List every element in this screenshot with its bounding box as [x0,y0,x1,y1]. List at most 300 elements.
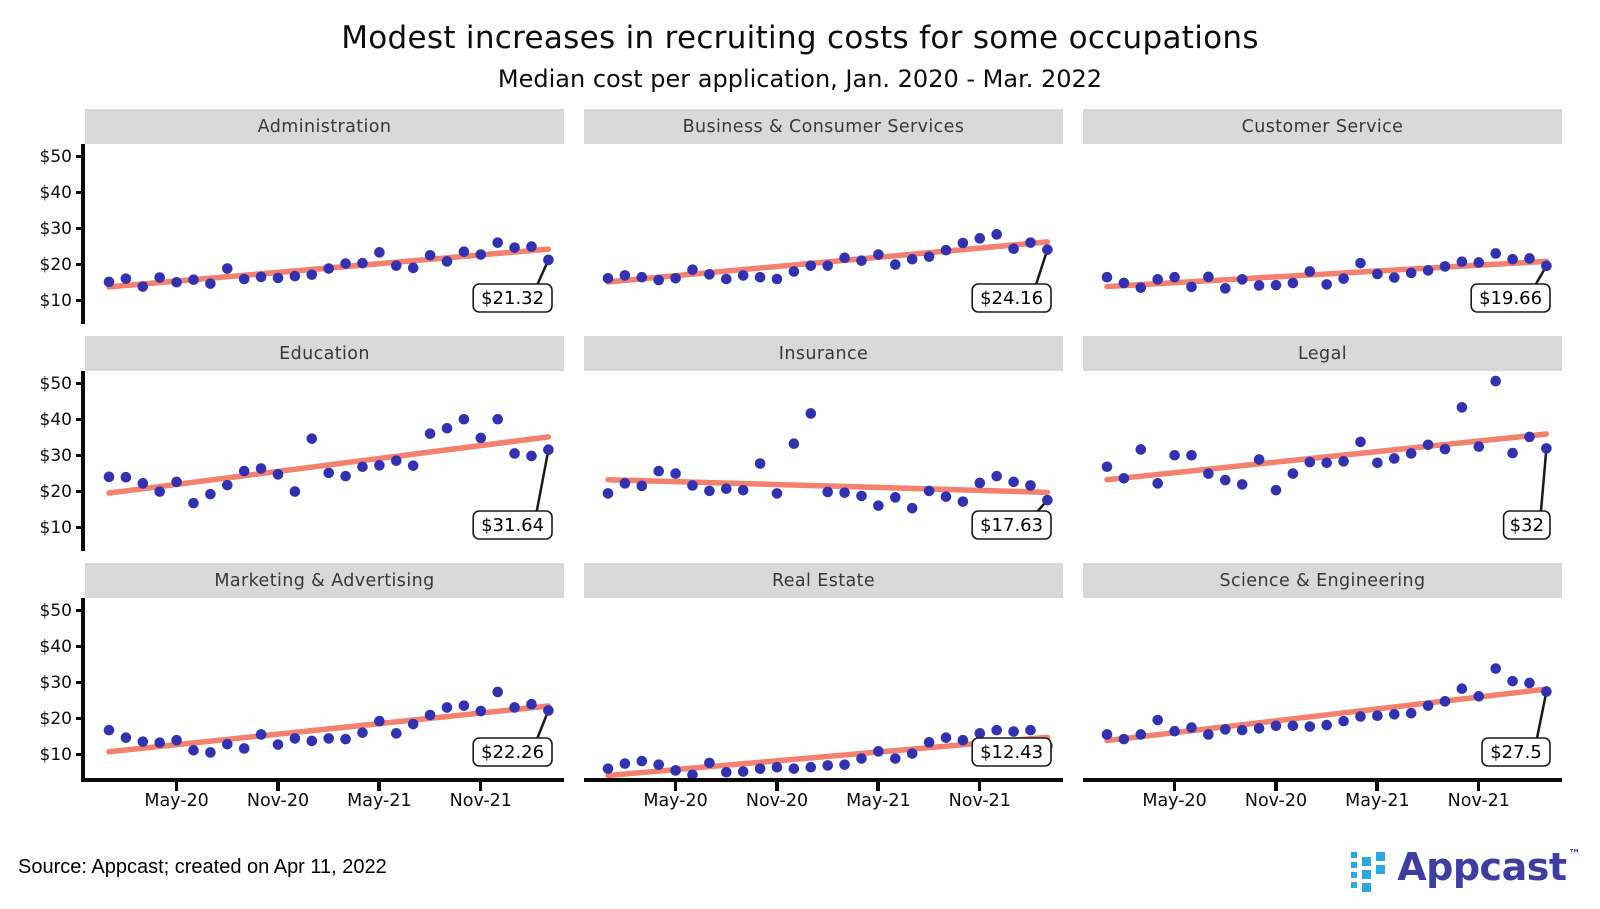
data-point [121,732,132,743]
data-point [704,758,715,769]
data-point [670,273,681,284]
data-point [1321,279,1332,290]
y-tick-label: $10 [39,744,72,765]
data-point [1490,376,1501,387]
data-point [104,277,115,288]
x-axis-labels [85,782,564,818]
facet-row [30,563,1600,818]
data-point [476,249,487,260]
data-point [1423,265,1434,276]
data-point [1490,248,1501,259]
data-point [1152,478,1163,489]
data-point [1423,440,1434,451]
data-point [391,260,402,271]
data-point [1541,261,1552,272]
data-point [755,272,766,283]
data-point [1423,700,1434,711]
data-point [1474,691,1485,702]
callout-value: $32 [1509,515,1544,536]
plot-area [584,144,1063,324]
data-point [1524,432,1535,443]
data-point [670,765,681,776]
data-point [256,463,267,474]
data-point [738,766,749,777]
data-point [941,245,952,256]
data-point [890,492,901,503]
data-point [1203,272,1214,283]
data-point [839,487,850,498]
y-tick-label: $10 [39,517,72,538]
data-point [526,241,537,252]
data-point [1406,708,1417,719]
data-point [620,270,631,281]
data-point [1338,273,1349,284]
y-tick-label: $30 [39,445,72,466]
data-point [1355,258,1366,269]
data-point [1490,663,1501,674]
callout-value: $12.43 [980,742,1044,763]
data-point [1025,480,1036,491]
data-point [1186,722,1197,733]
data-point [1541,443,1552,454]
panel-insurance [584,336,1063,551]
panel-legal [1083,336,1562,551]
data-point [509,448,520,459]
data-point [408,719,419,730]
data-point [188,498,199,509]
y-tick-label: $30 [39,218,72,239]
data-point [205,489,216,500]
data-point [307,736,318,747]
data-point [1008,477,1019,488]
data-point [991,229,1002,240]
data-point [991,471,1002,482]
x-tick-label: Nov-20 [1244,791,1308,811]
data-point [1008,243,1019,254]
data-point [307,269,318,280]
data-point [1457,402,1468,413]
x-tick-label: May-20 [643,791,708,811]
data-point [1186,282,1197,293]
logo-square [1376,865,1385,874]
data-point [1119,278,1130,289]
data-point [509,242,520,253]
plot-area [81,598,564,782]
data-point [670,468,681,479]
data-point [958,735,969,746]
data-point [543,444,554,455]
data-point [1524,678,1535,689]
data-point [1372,269,1383,280]
data-point [239,743,250,754]
data-point [1440,261,1451,272]
facet-title: Education [85,336,564,371]
x-tick-label: Nov-20 [246,791,310,811]
plot-area [1083,371,1562,551]
data-point [1254,723,1265,734]
data-point [1457,256,1468,267]
callout-value: $31.64 [481,515,545,536]
data-point [755,458,766,469]
data-point [171,477,182,488]
x-tick-mark [479,782,483,791]
plot-area [81,144,564,324]
data-point [1169,450,1180,461]
data-point [975,728,986,739]
data-point [822,487,833,498]
y-tick-label: $40 [39,182,72,203]
data-point [425,710,436,721]
callout-value: $17.63 [980,515,1044,536]
panel-science-and-engineering [1083,563,1562,818]
data-point [442,256,453,267]
data-point [1152,715,1163,726]
data-point [492,414,503,425]
data-point [975,478,986,489]
trademark-symbol: ™ [1568,847,1580,861]
data-point [721,483,732,494]
data-point [687,264,698,275]
data-point [138,736,149,747]
data-point [1440,444,1451,455]
x-tick-label: May-21 [1345,791,1410,811]
data-point [154,272,165,283]
data-point [1288,721,1299,732]
data-point [806,762,817,773]
data-point [721,274,732,285]
data-point [340,734,351,745]
data-point [1254,280,1265,291]
data-point [357,258,368,269]
data-point [1271,280,1282,291]
facet-title: Business & Consumer Services [584,109,1063,144]
data-point [772,488,783,499]
data-point [391,455,402,466]
plot-area [584,371,1063,551]
data-point [856,491,867,502]
callout-value: $21.32 [481,288,545,309]
data-point [492,687,503,698]
data-point [1321,458,1332,469]
data-point [1237,479,1248,490]
data-point [1507,448,1518,459]
data-point [1355,711,1366,722]
data-point [603,763,614,774]
data-point [239,466,250,477]
data-point [1152,274,1163,285]
facet-title: Customer Service [1083,109,1562,144]
data-point [1237,274,1248,285]
data-point [1119,734,1130,745]
y-tick-label: $20 [39,708,72,729]
panel-marketing-and-advertising [85,563,564,818]
data-point [991,725,1002,736]
data-point [374,460,385,471]
appcast-logo [1351,842,1580,892]
panel-customer-service [1083,109,1562,324]
data-point [1220,283,1231,294]
x-tick-mark [1477,782,1481,791]
data-point [459,700,470,711]
data-point [1119,473,1130,484]
y-tick-label: $50 [39,146,72,167]
data-point [121,273,132,284]
x-axis-labels [584,782,1063,818]
panel-real-estate [584,563,1063,818]
data-point [222,480,233,491]
data-point [738,270,749,281]
data-point [653,759,664,770]
data-point [1102,729,1113,740]
x-tick-mark [1173,782,1177,791]
facet-title: Science & Engineering [1083,563,1562,598]
data-point [138,478,149,489]
data-point [1008,726,1019,737]
data-point [1254,454,1265,465]
x-tick-mark [377,782,381,791]
data-point [873,746,884,757]
logo-square [1362,870,1371,879]
data-point [104,472,115,483]
data-point [1355,437,1366,448]
data-point [205,278,216,289]
data-point [1042,495,1053,506]
source-note: Source: Appcast; created on Apr 11, 2022 [18,855,387,878]
data-point [1288,468,1299,479]
data-point [273,739,284,750]
data-point [239,274,250,285]
data-point [907,503,918,514]
data-point [1338,456,1349,467]
data-point [290,486,301,497]
data-point [1321,720,1332,731]
x-axis-labels [1083,782,1562,818]
data-point [408,263,419,274]
data-point [323,263,334,274]
panel-education [85,336,564,551]
data-point [323,733,334,744]
chart-header [0,0,1600,93]
x-tick-mark [1375,782,1379,791]
data-point [721,767,732,778]
data-point [806,260,817,271]
data-point [357,727,368,738]
data-point [340,258,351,269]
facet-title: Marketing & Advertising [85,563,564,598]
data-point [1220,724,1231,735]
data-point [1025,725,1036,736]
data-point [603,273,614,284]
data-point [1102,461,1113,472]
data-point [822,760,833,771]
data-point [1474,257,1485,268]
data-point [653,275,664,286]
data-point [543,255,554,266]
chart-subtitle: Median cost per application, Jan. 2020 - Mar. 2022 [497,65,1103,93]
data-point [323,468,334,479]
logo-square [1351,852,1357,858]
data-point [873,500,884,511]
y-tick-label: $20 [39,481,72,502]
data-point [1288,278,1299,289]
data-point [1474,441,1485,452]
data-point [188,745,199,756]
data-point [459,246,470,257]
data-point [637,756,648,767]
data-point [653,466,664,477]
data-point [1440,696,1451,707]
x-tick-mark [978,782,982,791]
callout-value: $24.16 [980,288,1044,309]
data-point [290,733,301,744]
y-tick-label: $40 [39,636,72,657]
data-point [1203,729,1214,740]
data-point [924,251,935,262]
data-point [1406,448,1417,459]
data-point [374,247,385,258]
data-point [687,480,698,491]
y-tick-label: $50 [39,373,72,394]
data-point [941,491,952,502]
plot-area [81,371,564,551]
y-tick-label: $30 [39,672,72,693]
footer [18,842,1580,892]
data-point [704,269,715,280]
data-point [738,485,749,496]
logo-square [1362,883,1371,892]
data-point [222,739,233,750]
data-point [171,735,182,746]
data-point [476,706,487,717]
x-tick-label: May-21 [846,791,911,811]
data-point [772,274,783,285]
data-point [121,472,132,483]
data-point [755,763,766,774]
data-point [1169,726,1180,737]
data-point [205,747,216,758]
data-point [1271,485,1282,496]
data-point [1389,709,1400,720]
y-axis-labels [30,109,85,324]
data-point [374,716,385,727]
data-point [1186,450,1197,461]
facet-title: Real Estate [584,563,1063,598]
data-point [839,252,850,263]
facet-row [30,109,1600,324]
data-point [138,281,149,292]
data-point [806,408,817,419]
data-point [408,460,419,471]
data-point [907,254,918,265]
data-point [222,263,233,274]
data-point [526,699,537,710]
panel-administration [85,109,564,324]
data-point [273,273,284,284]
data-point [154,737,165,748]
data-point [958,238,969,249]
data-point [1237,725,1248,736]
y-tick-label: $10 [39,290,72,311]
y-tick-label: $20 [39,254,72,275]
data-point [839,759,850,770]
data-point [1389,272,1400,283]
logo-square [1351,862,1357,868]
data-point [1305,721,1316,732]
data-point [425,250,436,261]
data-point [890,259,901,270]
data-point [822,260,833,271]
data-point [476,433,487,444]
data-point [273,469,284,480]
data-point [357,461,368,472]
data-point [1372,710,1383,721]
x-tick-label: Nov-20 [745,791,809,811]
data-point [509,702,520,713]
data-point [772,762,783,773]
data-point [1406,268,1417,279]
appcast-logo-icon [1351,842,1387,892]
data-point [256,729,267,740]
chart-title: Modest increases in recruiting costs for some occupations [341,20,1259,56]
data-point [104,725,115,736]
data-point [188,274,199,285]
data-point [1136,444,1147,455]
data-point [1203,468,1214,479]
y-tick-label: $40 [39,409,72,430]
y-axis-labels [30,563,85,818]
data-point [1042,244,1053,255]
x-tick-mark [1274,782,1278,791]
callout-value: $27.5 [1490,742,1542,763]
data-point [924,737,935,748]
data-point [492,237,503,248]
data-point [958,496,969,507]
data-point [1338,716,1349,727]
data-point [391,728,402,739]
x-tick-label: Nov-21 [948,791,1011,811]
data-point [620,758,631,769]
logo-square [1376,852,1385,861]
data-point [1457,683,1468,694]
x-tick-mark [876,782,880,791]
callout-connector [1541,448,1547,514]
callout-value: $22.26 [481,742,545,763]
data-point [1136,282,1147,293]
facet-row [30,336,1600,551]
x-tick-label: May-21 [347,791,412,811]
data-point [1507,254,1518,265]
callout-value: $19.66 [1479,288,1543,309]
data-point [975,233,986,244]
data-point [1305,266,1316,277]
facet-title: Insurance [584,336,1063,371]
x-tick-mark [276,782,280,791]
logo-square [1351,882,1357,888]
facet-title: Legal [1083,336,1562,371]
data-point [941,732,952,743]
data-point [789,438,800,449]
appcast-logo-text: Appcast ™ [1397,845,1580,889]
data-point [620,478,631,489]
data-point [459,414,470,425]
y-axis-labels [30,336,85,551]
data-point [1136,729,1147,740]
data-point [1389,453,1400,464]
data-point [442,702,453,713]
data-point [924,486,935,497]
callout-connector [1035,250,1047,287]
x-tick-mark [775,782,779,791]
